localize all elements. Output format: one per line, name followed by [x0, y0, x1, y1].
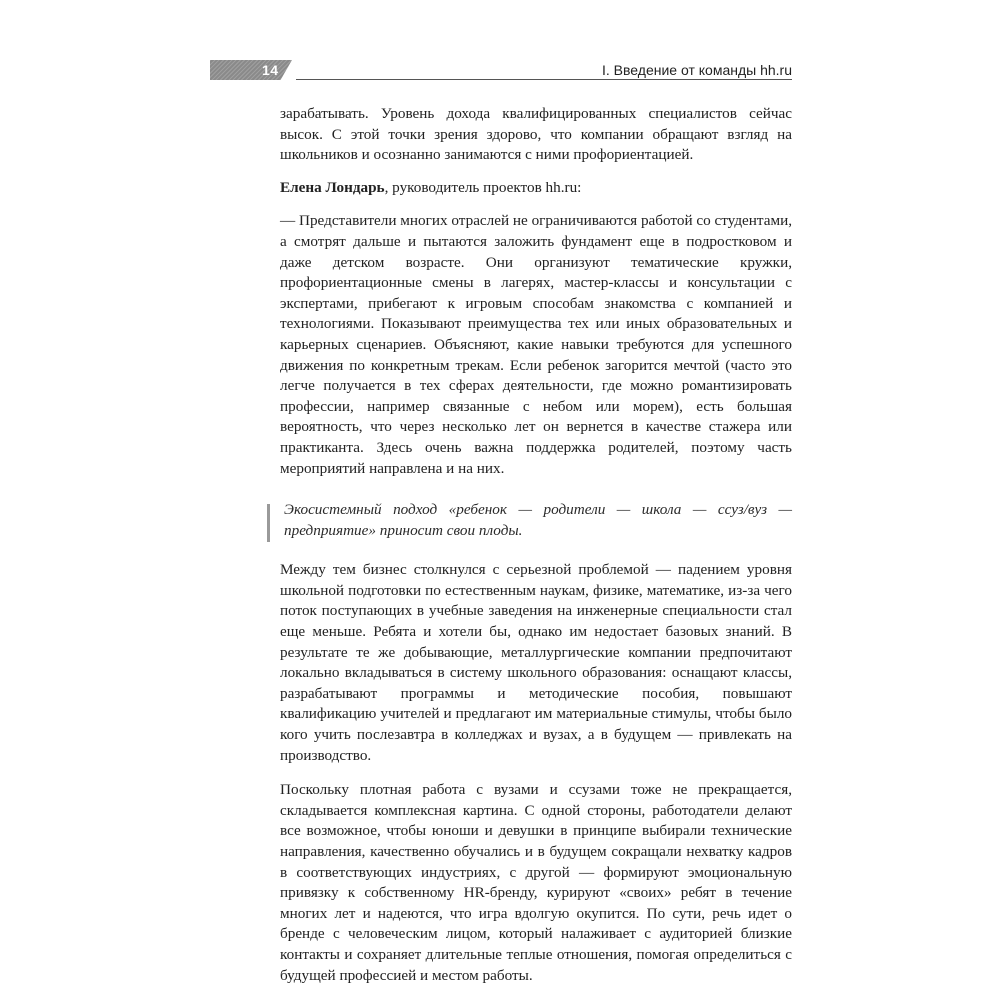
paragraph-intro: зарабатывать. Уровень дохода квалифицированных специалистов сейчас высок. С этой точки зрения здорово, что компании обращают взгляд на школьников и осознанно занимаются с ними профориентацией.	[280, 105, 792, 164]
paragraph-speaker-quote: — Представители многих отраслей не ограничиваются работой со студентами, а смотрят дальше и пытаются заложить фундамент еще в подростковом и даже детском возрасте. Они организуют тематические кружки, профориентационные смены в лагерях, мастер-классы и консультации с экспертами, прибегают к игровым способам знакомства с компанией и технологиями. Показывают преимущества тех или иных образовательных и карьерных сценариев. Объясняют, какие навыки требуются для успешного движения по конкретным трекам. Если ребенок загорится мечтой (часто это легче получается в тех сферах деятельности, где можно романтизировать профессии, например связанные с небом или морем), есть большая вероятность, что через несколько лет он вернется в качестве стажера или практиканта. Здесь очень важна поддержка родителей, поэтому часть мероприятий направлена и на них.	[280, 212, 793, 477]
pullquote-text: Экосистемный подход «ребенок — родители — школа — ссуз/вуз — предприятие» приносит свои плоды.	[284, 501, 792, 539]
speaker-attribution	[280, 178, 792, 199]
pullquote	[280, 500, 792, 541]
paragraph-business-problem: Между тем бизнес столкнулся с серьезной проблемой — падением уровня школьной подготовки по естественным наукам, физике, математике, из-за чего поток поступающих в учебные заведения на инженерные специальности стал еще меньше. Ребята и хотели бы, однако им недостает базовых знаний. В результате те же добывающие, металлургические компании предпочитают локально вкладываться в систему школьного образования: оснащают классы, разрабатывают программы и методические пособия, повышают квалификацию учителей и предлагают им материальные стимулы, чтобы было кого учить послезавтра в колледжах и вузах, а в будущем — привлекать на производство.	[280, 561, 792, 764]
speaker-role: , руководитель проектов hh.ru:	[384, 178, 582, 196]
speaker-name: Елена Лондарь	[280, 178, 385, 196]
header-rule	[296, 79, 792, 80]
page-number: 14	[262, 62, 279, 78]
paragraph-complex-picture: Поскольку плотная работа с вузами и ссузами тоже не прекращается, складывается комплексная картина. С одной стороны, работодатели делают все возможное, чтобы юноши и девушки в принципе выбирали технические направления, качественно обучались и в будущем сокращали нехватку кадров в соответствующих индустриях, с другой — формируют эмоциональную привязку к собственному HR-бренду, курируют «своих» ребят в течение многих лет и надеются, что игра вдолгую окупится. По сути, речь идет о бренде с человеческим лицом, который налаживает с аудиторией близкие контакты и сохраняет длительные теплые отношения, помогая определиться с будущей профессией и местом работы.	[280, 781, 792, 984]
page-body	[280, 104, 792, 986]
pullquote-bar	[267, 504, 270, 542]
page-header	[210, 60, 792, 80]
page-number-tab	[210, 60, 292, 80]
running-head: I. Введение от команды hh.ru	[602, 62, 792, 78]
